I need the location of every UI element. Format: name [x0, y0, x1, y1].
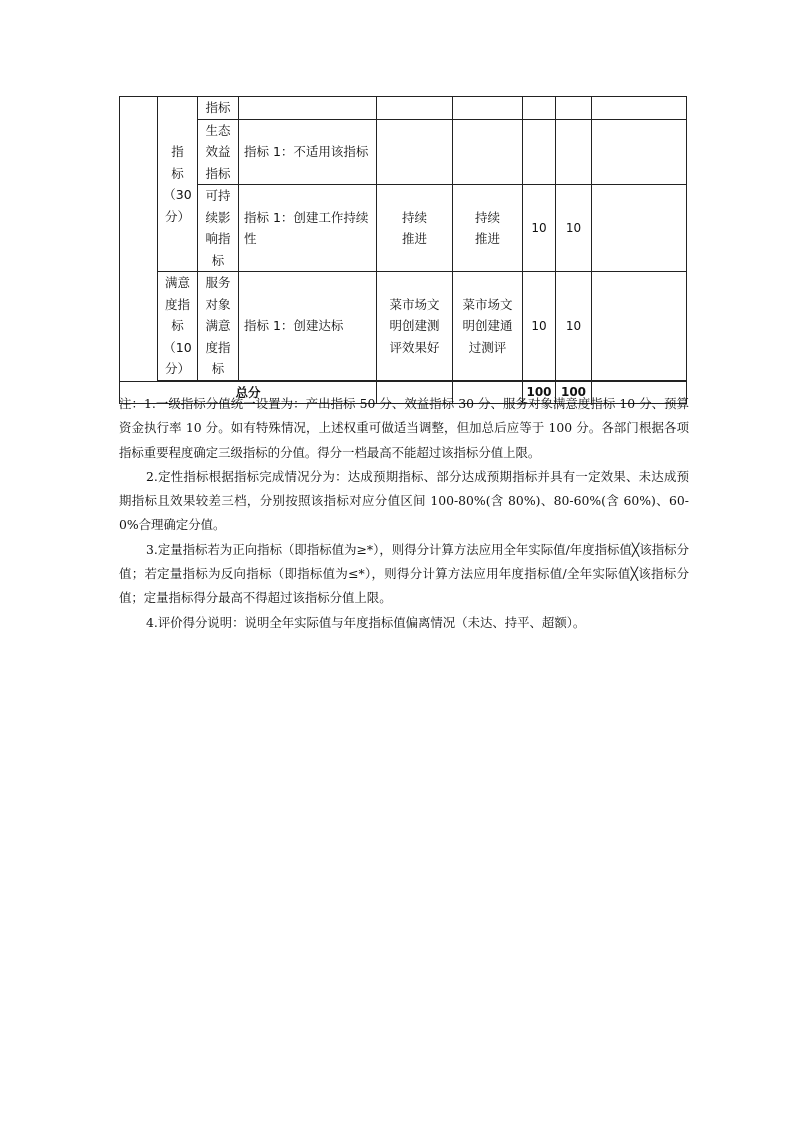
sustain-target-cell: 持续 推进 — [377, 185, 453, 272]
ecology-level3-cell: 指标 1：不适用该指标 — [239, 119, 377, 185]
table-row — [120, 272, 687, 381]
prev-level2-tail: 指标 — [198, 97, 239, 120]
total-label-cell: 总分 — [120, 381, 377, 404]
ecology-level2-cell: 生态 效益 指标 — [198, 119, 239, 185]
level1-cont-cell — [120, 97, 158, 382]
satisfaction-level1-cell: 满意 度指 标 （10 分） — [158, 272, 198, 381]
notes-section — [119, 392, 689, 635]
sustain-actual-cell: 持续 推进 — [453, 185, 523, 272]
sustain-level2-cell: 可持 续影 响指 标 — [198, 185, 239, 272]
sustain-weight-cell: 10 — [523, 185, 556, 272]
note-2: 2.定性指标根据指标完成情况分为：达成预期指标、部分达成预期指标并具有一定效果、未达成预期指标且效果较差三档，分别按照该指标对应分值区间 100-80%(含 80%)、80-60%(含 60%)、60-0%合理确定分值。 — [119, 468, 689, 533]
total-weight-cell: 100 — [523, 381, 556, 404]
note-1: 注：1.一级指标分值统一设置为：产出指标 50 分、效益指标 30 分、服务对象满意度指标 10 分、预算资金执行率 10 分。如有特殊情况，上述权重可做适当调整，但加总后应等于 100 分。各部门根据各项指标重要程度确定三级指标的分值。得分一档最高不能超过该指标分值上限。 — [119, 396, 689, 460]
benefit-level1-cell: 指 标 （30 分） — [158, 97, 198, 272]
satisfaction-actual-cell: 菜市场文 明创建通 过测评 — [453, 272, 523, 381]
sustain-level3-cell: 指标 1：创建工作持续性 — [239, 185, 377, 272]
performance-table — [119, 96, 687, 404]
satisfaction-weight-cell: 10 — [523, 272, 556, 381]
sustain-score-cell: 10 — [556, 185, 592, 272]
table-row — [120, 119, 687, 185]
satisfaction-level2-cell: 服务 对象 满意 度指 标 — [198, 272, 239, 381]
total-score-cell: 100 — [556, 381, 592, 404]
satisfaction-score-cell: 10 — [556, 272, 592, 381]
table-row — [120, 185, 687, 272]
satisfaction-target-cell: 菜市场文 明创建测 评效果好 — [377, 272, 453, 381]
satisfaction-level3-cell: 指标 1：创建达标 — [239, 272, 377, 381]
table-row — [120, 97, 687, 120]
note-3: 3.定量指标若为正向指标（即指标值为≥*），则得分计算方法应用全年实际值/年度指标值╳该指标分值；若定量指标为反向指标（即指标值为≤*），则得分计算方法应用年度指标值/全年实际值╳该指标分值；定量指标得分最高不得超过该指标分值上限。 — [119, 541, 689, 606]
note-4: 4.评价得分说明：说明全年实际值与年度指标值偏离情况（未达、持平、超额）。 — [146, 614, 586, 630]
